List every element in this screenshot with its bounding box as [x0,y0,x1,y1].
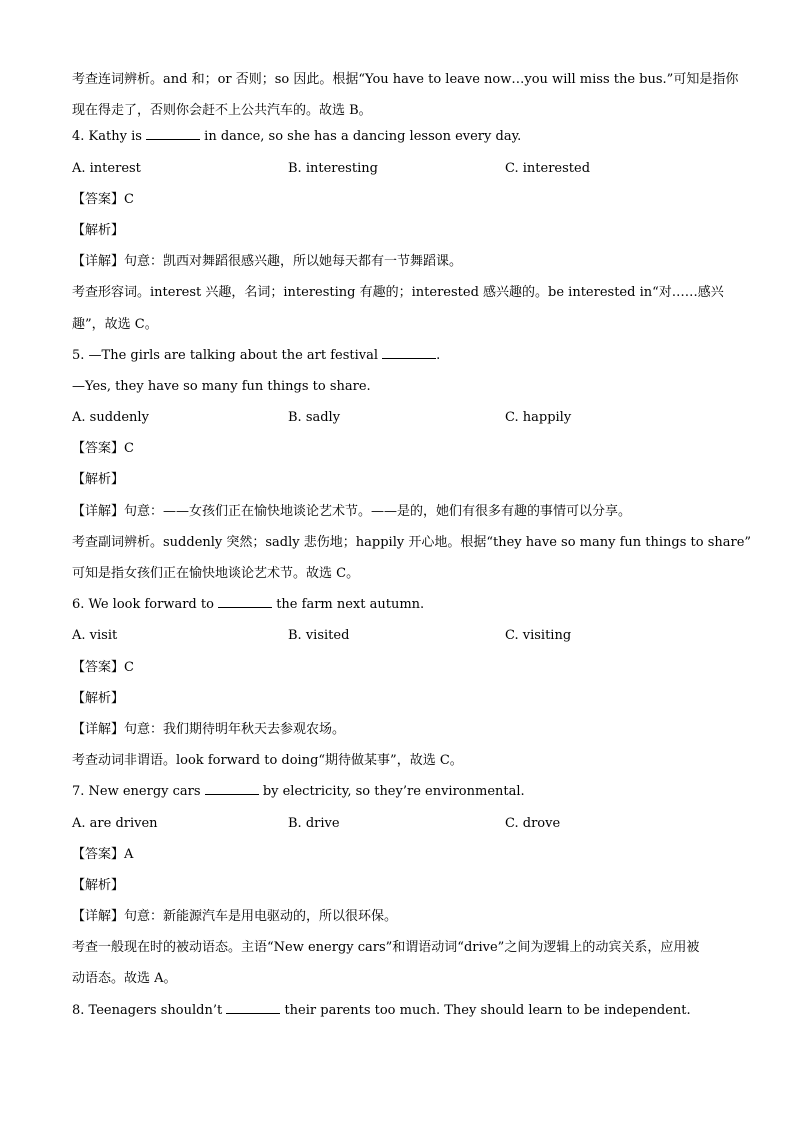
option-b: B. interesting [288,160,378,176]
answer-blank [382,346,436,359]
document-body [72,64,752,1031]
option-a: A. are driven [72,815,158,831]
answer-blank [226,1001,280,1014]
options-row [72,407,722,438]
explain-line: 考查动词非谓语。look forward to doing“期待做某事”，故选 C。 [72,753,463,769]
explain-line: 动语态。故选 A。 [72,971,177,987]
answer-line: 【答案】C [72,191,134,207]
explain-line: 考查形容词。interest 兴趣，名词；interesting 有趣的；interested 感兴趣的。be interested in“对……感兴 [72,285,724,301]
answer-line: 【答案】C [72,659,134,675]
answer-line: 【答案】C [72,441,134,457]
option-c: C. happily [505,410,572,426]
question-stem: 8. Teenagers shouldn’t their parents too much. They should learn to be independent. [72,1002,691,1018]
answer-blank [146,127,200,140]
option-b: B. visited [288,628,350,644]
dialogue-reply: —Yes, they have so many fun things to share. [72,378,371,394]
option-a: A. visit [72,628,118,644]
option-c: C. visiting [505,628,572,644]
question-stem: 4. Kathy is in dance, so she has a dancing lesson every day. [72,129,522,145]
option-a: A. interest [72,160,141,176]
options-row [72,813,722,844]
explain-line: 趣”，故选 C。 [72,316,158,332]
detail-line: 【详解】句意：——女孩们正在愉快地谈论艺术节。——是的，她们有很多有趣的事情可以分享。 [72,503,632,519]
answer-blank [218,595,272,608]
question-stem: 6. We look forward to the farm next autumn. [72,597,425,613]
analysis-label: 【解析】 [72,690,125,706]
answer-line: 【答案】A [72,846,134,862]
option-c: C. drove [505,815,561,831]
intro-explain-line: 现在得走了，否则你会赶不上公共汽车的。故选 B。 [72,103,372,119]
analysis-label: 【解析】 [72,472,125,488]
intro-explain-line: 考查连词辨析。and 和；or 否则；so 因此。根据“You have to leave now…you will miss the bus.”可知是指你 [72,72,739,87]
explain-line: 可知是指女孩们正在愉快地谈论艺术节。故选 C。 [72,566,360,581]
options-row [72,625,722,656]
answer-blank [205,782,259,795]
detail-line: 【详解】句意：我们期待明年秋天去参观农场。 [72,721,346,737]
analysis-label: 【解析】 [72,877,125,893]
option-a: A. suddenly [72,410,149,426]
explain-line: 考查一般现在时的被动语态。主语“New energy cars”和谓语动词“drive”之间为逻辑上的动宾关系，应用被 [72,940,700,956]
option-c: C. interested [505,160,591,176]
option-b: B. sadly [288,410,341,426]
options-row [72,158,722,189]
detail-line: 【详解】句意：新能源汽车是用电驱动的，所以很环保。 [72,909,398,925]
detail-line: 【详解】句意：凯西对舞蹈很感兴趣，所以她每天都有一节舞蹈课。 [72,254,463,270]
question-stem: 5. —The girls are talking about the art festival . [72,347,441,363]
option-b: B. drive [288,815,340,831]
explain-line: 考查副词辨析。suddenly 突然；sadly 悲伤地；happily 开心地。根据“they have so many fun things to share” [72,534,752,550]
analysis-label: 【解析】 [72,222,125,238]
question-stem: 7. New energy cars by electricity, so they’re environmental. [72,784,525,800]
